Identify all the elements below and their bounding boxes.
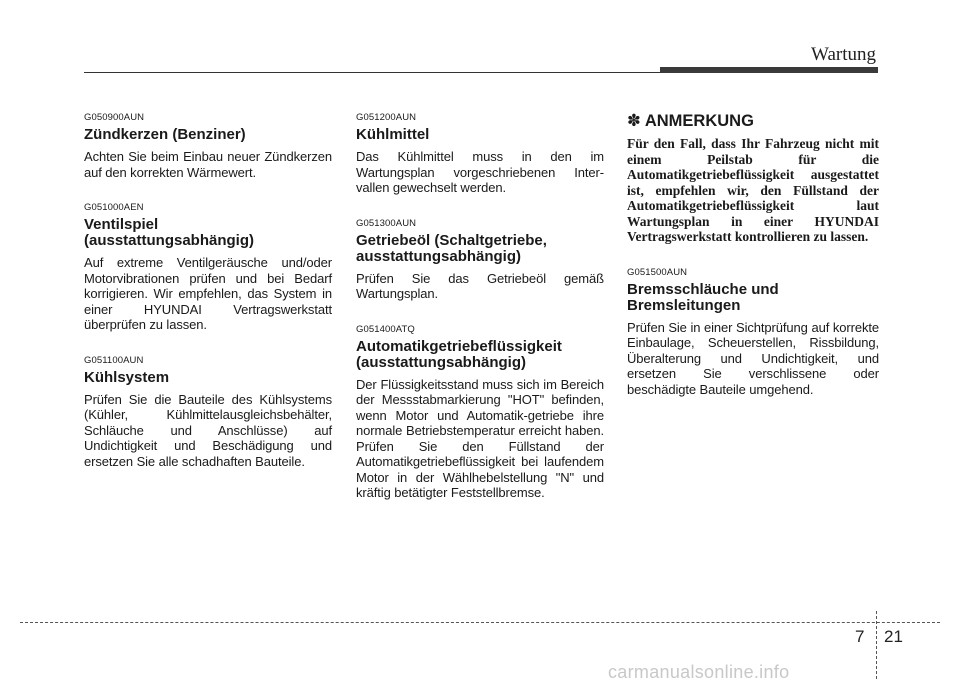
watermark: carmanualsonline.info [608,662,790,682]
section-valve-clearance [84,202,332,333]
section-cooling-system [84,355,332,470]
header-rule-bar [660,67,878,73]
section-body: Prüfen Sie in einer Sichtprüfung auf korrekte Einbaulage, Scheuerstellen, Rissbildung, Überalterung und Undichtigkeit, und ersetzen Sie verschlissene oder beschädigte Bauteile umgehend. [627,319,879,397]
footer-divider [876,611,877,679]
column-2 [356,112,604,523]
section-code: G051000AEN [84,202,144,213]
column-3 [627,112,879,419]
section-spark-plugs [84,112,332,180]
section-body: Auf extreme Ventilgeräusche und/oder Motorvibrationen prüfen und bei Bedarf korrigieren. Wir empfehlen, das System in einer HYUNDAI Vertragswerkstatt überprüfen zu lassen. [84,255,332,332]
section-code: G051400ATQ [356,323,415,335]
section-heading: Bremsschläuche und Bremsleitungen [627,280,779,314]
section-brake-lines [627,267,879,398]
section-code: G051100AUN [84,354,144,366]
section-body: Das Kühlmittel muss in den im Wartungsplan vorgeschriebenen Inter-vallen gewechselt werden. [356,149,604,195]
section-heading: Ventilspiel (ausstattungsabhängig) [84,216,255,249]
section-heading: Getriebeöl (Schaltgetriebe, ausstattungsabhängig) [356,231,547,265]
note-title-text: ANMERKUNG [644,112,754,130]
section-gear-oil [356,218,604,302]
note-title [627,112,879,130]
note-body: Für den Fall, dass Ihr Fahrzeug nicht mit einem Peilstab für die Automatikgetriebeflüssigkeit ausgestattet ist, empfehlen wir, den Füllstand der Automatikgetriebeflüssigkeit laut Wartungsplan in einer HYUNDAI Vertragswerkstatt kontrollieren zu lassen. [627,136,879,244]
section-coolant [356,112,604,196]
footer-rule [20,622,940,623]
section-atf [356,324,604,501]
page-header-title: Wartung [811,44,876,65]
section-code: G051500AUN [627,266,688,278]
section-body: Achten Sie beim Einbau neuer Zündkerzen auf den korrekten Wärmewert. [84,149,332,180]
section-heading: Kühlsystem [84,368,170,386]
section-body: Prüfen Sie das Getriebeöl gemäß Wartungsplan. [356,270,604,301]
section-code: G051200AUN [356,112,417,123]
page-chapter-number: 7 [855,627,865,646]
section-code: G051300AUN [356,217,417,229]
page-number: 21 [884,627,903,646]
section-body: Der Flüssigkeitsstand muss sich im Bereich der Messstabmarkierung "HOT" befinden, wenn Motor und Automatik-getriebe ihre normale Betriebstemperatur erreicht haben. Prüfen Sie den Füllstand der Automatikgetriebeflüssigkeit bei laufendem Motor in der Wählhebelstellung "N" und kräftig betätigter Feststellbremse. [356,376,604,500]
section-code: G050900AUN [84,112,145,123]
section-heading: Automatikgetriebeflüssigkeit (ausstattungsabhängig) [356,337,562,371]
header-rule [84,72,666,73]
column-1 [84,112,332,491]
section-heading: Kühlmittel [356,126,430,143]
note-mark-icon: ✽ [627,112,641,130]
section-body: Prüfen Sie die Bauteile des Kühlsystems (Kühler, Kühlmittelausgleichsbehälter, Schläuche und Anschlüsse) auf Undichtigkeit und Beschädigung und ersetzen Sie alle schadhaften Bauteile. [84,391,332,469]
section-heading: Zündkerzen (Benziner) [84,126,246,143]
